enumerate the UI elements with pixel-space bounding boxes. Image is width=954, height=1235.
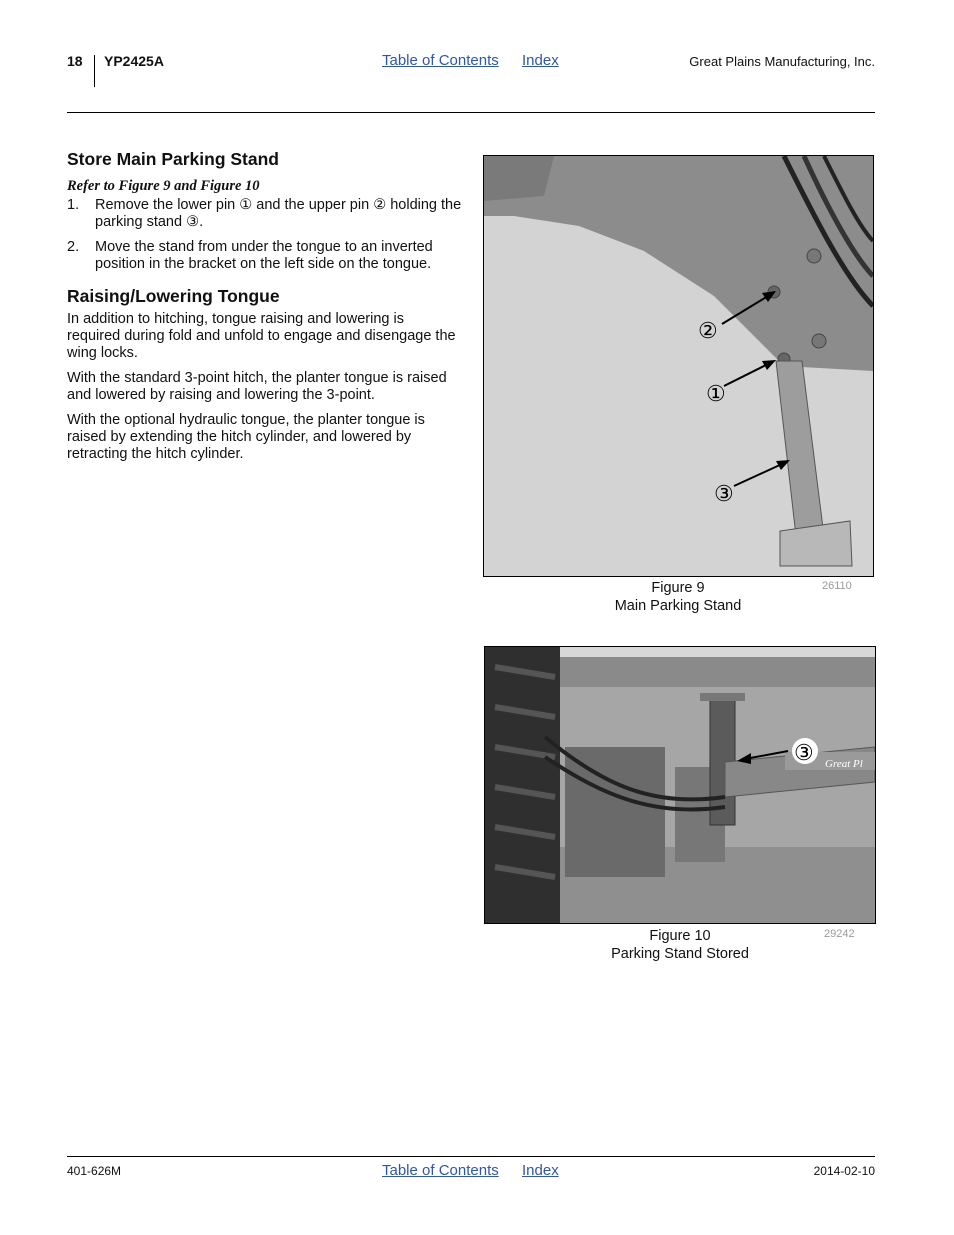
toc-link-footer[interactable]: Table of Contents — [382, 1162, 499, 1179]
parking-stand-illustration — [484, 156, 873, 576]
figure-10-caption — [585, 927, 775, 963]
figure-9-id: 26110 — [822, 580, 852, 592]
index-link-header[interactable]: Index — [522, 52, 559, 69]
callout-2: ② — [698, 318, 718, 343]
paragraph: With the standard 3-point hitch, the planter tongue is raised and lowered by raising and lowering the 3-point. — [67, 370, 447, 403]
decal-text: Great Pl — [825, 758, 863, 770]
step-2 — [67, 239, 467, 275]
paragraph: In addition to hitching, tongue raising and lowering is required during fold and unfold to engage and disengage the wing locks. — [67, 311, 456, 361]
figure-9-photo — [483, 155, 874, 577]
doc-number: 401-626M — [67, 1164, 122, 1178]
publish-date: 2014-02-10 — [813, 1164, 875, 1178]
header-rule — [67, 112, 875, 113]
figure-10-photo — [484, 646, 876, 924]
step-1 — [67, 197, 467, 233]
section-title-raising-tongue: Raising/Lowering Tongue — [67, 286, 280, 306]
figure-10-label: Figure 10 — [649, 928, 711, 944]
callout-1: ① — [706, 381, 726, 406]
figure-10-id: 29242 — [824, 928, 855, 940]
page-number: 18 — [67, 53, 83, 69]
figure-10-title: Parking Stand Stored — [611, 946, 749, 962]
step-number: 2. — [67, 239, 80, 255]
figure-9-label: Figure 9 — [651, 580, 705, 596]
figure-reference: Refer to Figure 9 and Figure 10 — [67, 178, 260, 194]
footer-rule — [67, 1156, 875, 1157]
step-number: 1. — [67, 197, 80, 213]
toc-link-header[interactable]: Table of Contents — [382, 52, 499, 69]
index-link-footer[interactable]: Index — [522, 1162, 559, 1179]
callout-3: ③ — [794, 740, 814, 765]
figure-9-title: Main Parking Stand — [614, 598, 742, 614]
step-text: Remove the lower pin ① and the upper pin ② holding the parking stand ③. — [95, 197, 462, 230]
company-name: Great Plains Manufacturing, Inc. — [689, 54, 875, 69]
figure-9-caption — [583, 579, 773, 615]
paragraph: With the optional hydraulic tongue, the planter tongue is raised by extending the hitch cylinder, and lowered by retracting the hitch cylinder. — [67, 412, 425, 462]
header-divider — [94, 55, 95, 87]
stored-stand-illustration — [485, 647, 875, 923]
callout-3: ③ — [714, 481, 734, 506]
model-number: YP2425A — [104, 53, 164, 69]
section-title-store-stand: Store Main Parking Stand — [67, 149, 279, 169]
step-text: Move the stand from under the tongue to an inverted position in the bracket on the left side on the tongue. — [95, 239, 433, 272]
